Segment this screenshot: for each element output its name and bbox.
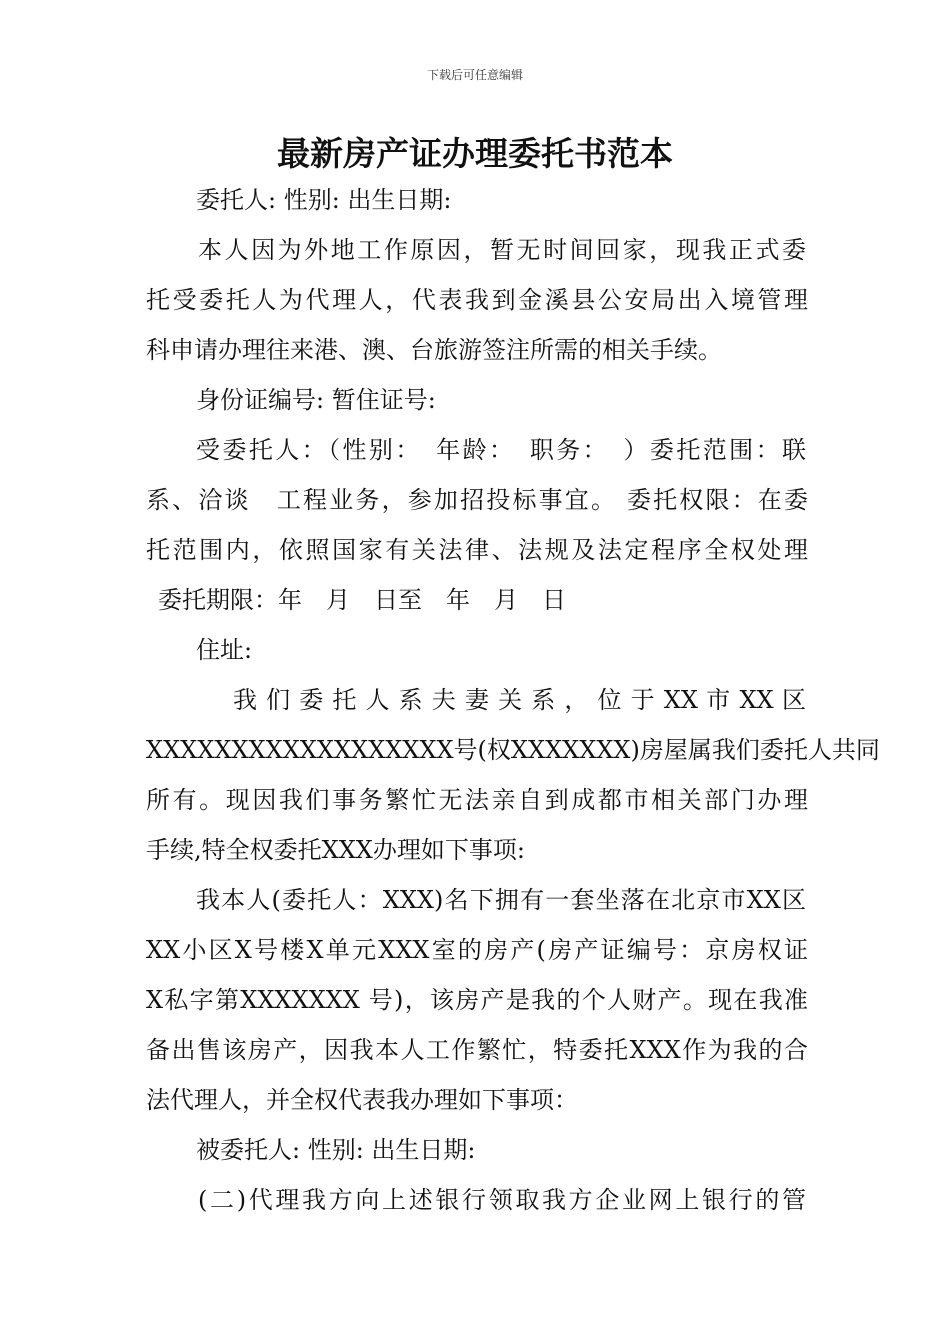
text-line: (二)代理我方向上述银行领取我方企业网上银行的管: [198, 1186, 806, 1214]
text-line: 我本人(委托人：XXX)名下拥有一套坐落在北京市XX区: [196, 886, 806, 914]
text-line: 我 们 委 托 人 系 夫 妻 关 系 ， 位 于 XX 市 XX 区: [233, 686, 806, 714]
text-line: 手续,特全权委托XXX办理如下事项:: [146, 836, 525, 864]
text-line: 法代理人，并全权代表我办理如下事项：: [146, 1086, 578, 1114]
text-line-id-number: 身份证编号: 暂住证号:: [196, 386, 436, 414]
text-line-agent: 受委托人：（性别： 年龄： 职务： ）委托范围：联: [196, 436, 806, 464]
text-line: X私字第XXXXXXX 号)，该房产是我的个人财产。现在我准: [146, 986, 808, 1014]
text-line: 托受委托人为代理人，代表我到金溪县公安局出入境管理: [146, 286, 808, 314]
text-line-term: 委托期限：年 月 日至 年 月 日: [158, 586, 566, 614]
text-line: 备出售该房产，因我本人工作繁忙，特委托XXX作为我的合: [146, 1036, 808, 1064]
text-line: XX小区X号楼X单元XXX室的房产(房产证编号：京房权证: [146, 936, 808, 964]
text-line: XXXXXXXXXXXXXXXXXX号(权XXXXXXX)房屋属我们委托人共同: [146, 736, 880, 764]
text-line: 托范围内，依照国家有关法律、法规及法定程序全权处理: [146, 536, 808, 564]
header-note: 下载后可任意编辑: [426, 68, 523, 82]
text-line-principal: 委托人: 性别: 出生日期:: [196, 186, 452, 214]
text-line: 系、洽谈 工程业务，参加招投标事宜。 委托权限：在委: [146, 486, 808, 514]
text-line-address: 住址:: [196, 636, 253, 664]
text-line-agent-info: 被委托人: 性别: 出生日期:: [196, 1136, 476, 1164]
text-line: 科申请办理往来港、澳、台旅游签注所需的相关手续。: [146, 336, 722, 364]
document-title: 最新房产证办理委托书范本: [277, 134, 673, 173]
text-line: 所有。现因我们事务繁忙无法亲自到成都市相关部门办理: [146, 786, 808, 814]
text-line: 本人因为外地工作原因，暂无时间回家，现我正式委: [198, 236, 806, 264]
